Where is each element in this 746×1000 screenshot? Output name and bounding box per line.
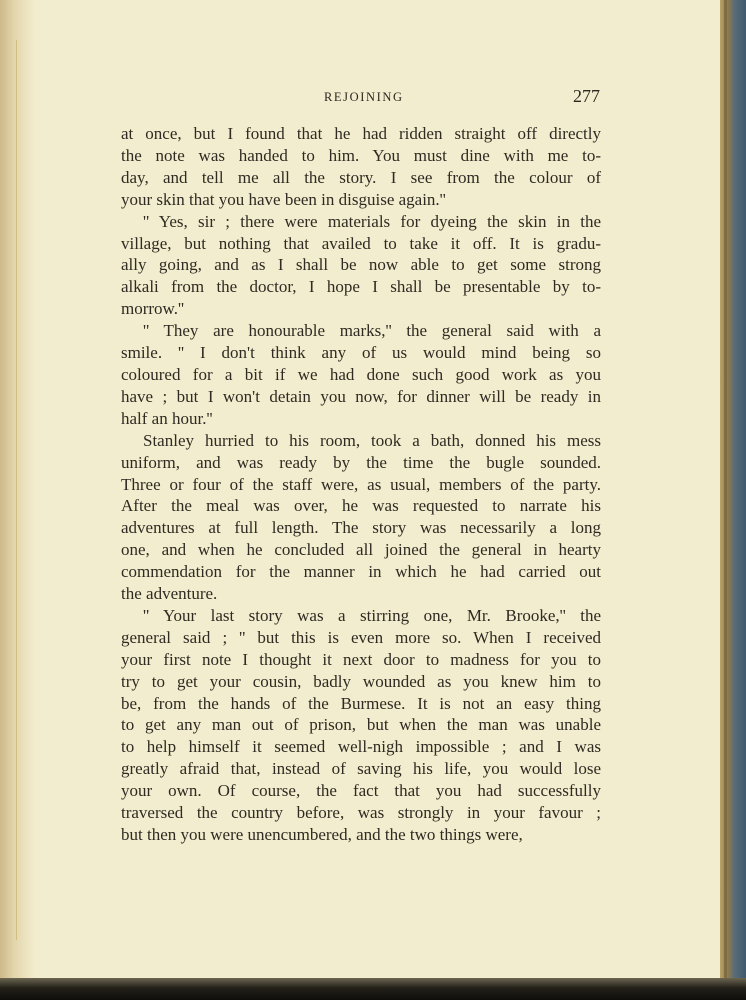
text-line: alkali from the doctor, I hope I shall be presentable by to- — [121, 277, 601, 297]
text-line: have ; but I won't detain you now, for dinner will be ready in — [121, 386, 601, 406]
scanner-bottom-edge — [0, 978, 746, 1000]
paragraph — [121, 430, 601, 605]
running-title: REJOINING — [324, 90, 404, 104]
text-line: ally going, and as I shall be now able to get some strong — [121, 255, 601, 275]
text-line: to help himself it seemed well-nigh impossible ; and I was — [121, 737, 601, 757]
text-line: Stanley hurried to his room, took a bath, donned his mess — [143, 430, 601, 450]
text-line: but then you were unencumbered, and the two things were, — [121, 825, 523, 844]
text-line: smile. '' I don't think any of us would mind being so — [121, 343, 601, 363]
text-line: your skin that you have been in disguise again.'' — [121, 189, 446, 209]
text-line: '' Your last story was a stirring one, Mr. Brooke,'' the — [143, 605, 601, 625]
text-line: one, and when he concluded all joined the general in hearty — [121, 540, 601, 560]
text-line: morrow.'' — [121, 299, 185, 319]
text-line: general said ; '' but this is even more so. When I received — [121, 627, 601, 647]
text-line: '' Yes, sir ; there were materials for dyeing the skin in the — [143, 211, 601, 231]
text-line: your first note I thought it next door to madness for you to — [121, 649, 601, 669]
paragraph — [121, 211, 601, 321]
text-line: greatly afraid that, instead of saving his life, you would lose — [121, 759, 601, 779]
text-line: village, but nothing that availed to take it off. It is gradu- — [121, 233, 601, 253]
body-text — [121, 123, 601, 846]
paragraph — [121, 320, 601, 430]
page-number: 277 — [573, 86, 600, 106]
text-line: try to get your cousin, badly wounded as you knew him to — [121, 671, 601, 691]
text-line: uniform, and was ready by the time the bugle sounded. — [121, 452, 601, 472]
text-line: traversed the country before, was strongly in your favour ; — [121, 803, 601, 823]
text-line: the note was handed to him. You must dine with me to- — [121, 145, 601, 165]
spine-shadow — [0, 0, 36, 1000]
text-line: your own. Of course, the fact that you had successfully — [121, 781, 601, 801]
text-line: be, from the hands of the Burmese. It is not an easy thing — [121, 693, 601, 713]
text-line: day, and tell me all the story. I see from the colour of — [121, 167, 601, 187]
page-edge-binding — [720, 0, 746, 1000]
text-line: After the meal was over, he was requested to narrate his — [121, 496, 601, 516]
text-line: half an hour.'' — [121, 408, 213, 428]
running-head — [120, 88, 600, 108]
text-line: the adventure. — [121, 584, 218, 604]
text-line: '' They are honourable marks,'' the general said with a — [143, 321, 601, 341]
paragraph — [121, 605, 601, 846]
paragraph — [121, 123, 601, 211]
text-line: to get any man out of prison, but when the man was unable — [121, 715, 601, 735]
text-line: commendation for the manner in which he had carried out — [121, 562, 601, 582]
text-line: at once, but I found that he had ridden straight off directly — [121, 124, 601, 143]
inner-margin-rule — [16, 40, 17, 940]
text-line: Three or four of the staff were, as usual, members of the party. — [121, 474, 601, 494]
text-line: coloured for a bit if we had done such good work as you — [121, 364, 601, 384]
text-line: adventures at full length. The story was necessarily a long — [121, 518, 601, 538]
